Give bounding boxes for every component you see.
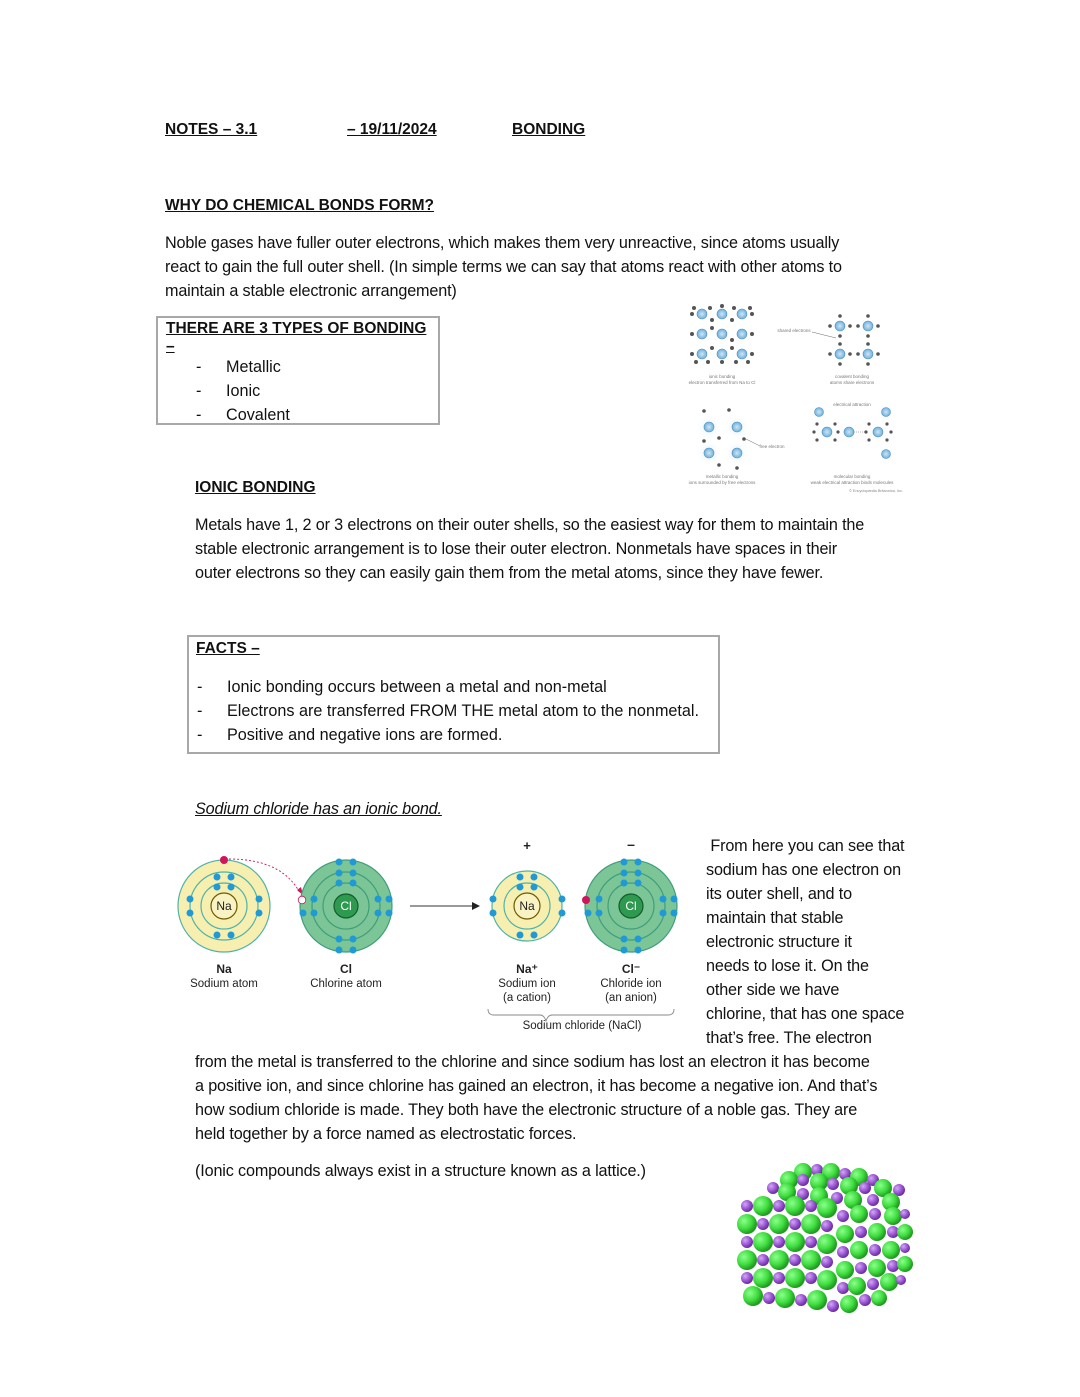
- text-line: sodium has one electron on: [706, 861, 901, 879]
- text-line: from the metal is transferred to the chlorine and since sodium has lost an electron it has become: [195, 1053, 870, 1071]
- notes-date: – 19/11/2024: [347, 121, 437, 138]
- list-item: - Covalent: [166, 403, 290, 427]
- chlorine-atom-caption: [296, 962, 396, 991]
- text-line: held together by a force named as electrostatic forces.: [195, 1125, 577, 1143]
- nacl-lattice-image: [733, 1158, 913, 1320]
- metallic-panel-title: metallic bonding: [705, 474, 739, 479]
- list-item: - Ionic bonding occurs between a metal and non-metal: [197, 675, 699, 699]
- text-line: react to gain the full outer shell. (In simple terms we can say that atoms react with other atoms to: [165, 258, 842, 276]
- why-heading: WHY DO CHEMICAL BONDS FORM?: [165, 197, 434, 214]
- sodium-name: Sodium atom: [190, 978, 258, 990]
- list-item: - Electrons are transferred FROM THE metal atom to the nonmetal.: [197, 699, 699, 723]
- text-line: maintain that stable: [706, 909, 844, 927]
- covalent-callout: shared electrons: [777, 328, 811, 333]
- cl-ion-nucleus-label: Cl: [625, 899, 637, 913]
- chloride-ion-symbol: Cl⁻: [621, 962, 641, 976]
- figure-credit: © Encyclopædia Britannica, Inc.: [849, 489, 903, 493]
- sodium-atom-caption: [174, 962, 274, 991]
- text-line: that’s free. The electron: [706, 1029, 872, 1047]
- bond-types-figure: [672, 300, 917, 495]
- molecular-callout: electrical attraction: [833, 402, 871, 407]
- positive-charge: +: [523, 838, 531, 853]
- text-line: From here you can see that: [706, 837, 905, 855]
- nacl-diagram: [172, 835, 692, 1040]
- sodium-ion-caption: [477, 962, 577, 1005]
- negative-charge: –: [627, 836, 635, 852]
- text-line: Metals have 1, 2 or 3 electrons on their outer shells, so the easiest way for them to maintain the: [195, 516, 865, 534]
- facts-box: [187, 635, 720, 754]
- list-item: - Positive and negative ions are formed.: [197, 723, 699, 747]
- notes-number: NOTES – 3.1: [165, 121, 258, 138]
- text-line: Noble gases have fuller outer electrons, which makes them very unreactive, since atoms usually: [165, 234, 840, 252]
- chlorine-name: Chlorine atom: [310, 978, 382, 990]
- chloride-ion-caption: [581, 962, 681, 1005]
- molecular-panel-title: molecular bonding: [833, 474, 871, 479]
- metallic-panel-subtitle: ions surrounded by free electrons: [688, 480, 756, 485]
- text-line: a positive ion, and since chlorine has gained an electron, it has become a negative ion. And that’s: [195, 1077, 878, 1095]
- bonding-types-box: [156, 316, 440, 425]
- lattice-note: (Ionic compounds always exist in a structure known as a lattice.): [195, 1162, 646, 1180]
- bond-types-illustration: [672, 300, 917, 495]
- chloride-ion-name: Chloride ion: [600, 978, 662, 990]
- text-line: electronic structure it: [706, 933, 852, 951]
- list-item: - Metallic: [166, 355, 290, 379]
- na-nucleus-label: Na: [216, 899, 232, 913]
- ionic-panel-title: ionic bonding: [708, 374, 736, 379]
- list-item: - Ionic: [166, 379, 290, 403]
- lattice-illustration: [733, 1158, 913, 1320]
- sodium-ion-note: (a cation): [503, 992, 551, 1004]
- bonding-types-heading: THERE ARE 3 TYPES OF BONDING –: [166, 320, 427, 355]
- text-line: how sodium chloride is made. They both have the electronic structure of a noble gas. They are: [195, 1101, 858, 1119]
- cl-nucleus-label: Cl: [340, 899, 352, 913]
- sodium-symbol: Na: [216, 962, 232, 976]
- ionic-panel-subtitle: electron transferred from Na to Cl: [688, 380, 756, 385]
- facts-list: [197, 675, 699, 747]
- text-line: needs to lose it. On the: [706, 957, 869, 975]
- text-line: outer electrons so they can easily gain them from the metal atoms, since they have fewer.: [195, 564, 824, 582]
- why-paragraph: [165, 231, 905, 303]
- covalent-panel-title: covalent bonding: [834, 374, 870, 379]
- compound-caption: Sodium chloride (NaCl): [522, 1020, 642, 1032]
- na-ion-nucleus-label: Na: [519, 899, 535, 913]
- nacl-subheading: Sodium chloride has an ionic bond.: [195, 800, 442, 818]
- text-line: other side we have: [706, 981, 840, 999]
- electron-transfer-illustration: [172, 835, 692, 1040]
- text-line: stable electronic arrangement is to lose their outer electron. Nonmetals have spaces in their: [195, 540, 837, 558]
- nacl-paragraph: [195, 1050, 925, 1146]
- chloride-ion-note: (an anion): [605, 992, 657, 1004]
- covalent-panel-subtitle: atoms share electrons: [829, 380, 875, 385]
- bonding-types-list: [166, 355, 290, 427]
- chlorine-symbol: Cl: [340, 962, 352, 976]
- molecular-panel-subtitle: weak electrical attraction binds molecules: [810, 480, 894, 485]
- text-line: chlorine, that has one space: [706, 1005, 905, 1023]
- ionic-paragraph: [195, 513, 920, 585]
- text-line: maintain a stable electronic arrangement): [165, 282, 457, 300]
- sodium-ion-name: Sodium ion: [498, 978, 556, 990]
- facts-heading: FACTS –: [196, 640, 260, 657]
- metallic-callout: free electron: [759, 444, 785, 449]
- nacl-side-text: [706, 834, 926, 1050]
- ionic-heading: IONIC BONDING: [195, 479, 316, 496]
- notes-topic: BONDING: [512, 121, 586, 138]
- sodium-ion-symbol: Na⁺: [516, 962, 538, 976]
- text-line: its outer shell, and to: [706, 885, 852, 903]
